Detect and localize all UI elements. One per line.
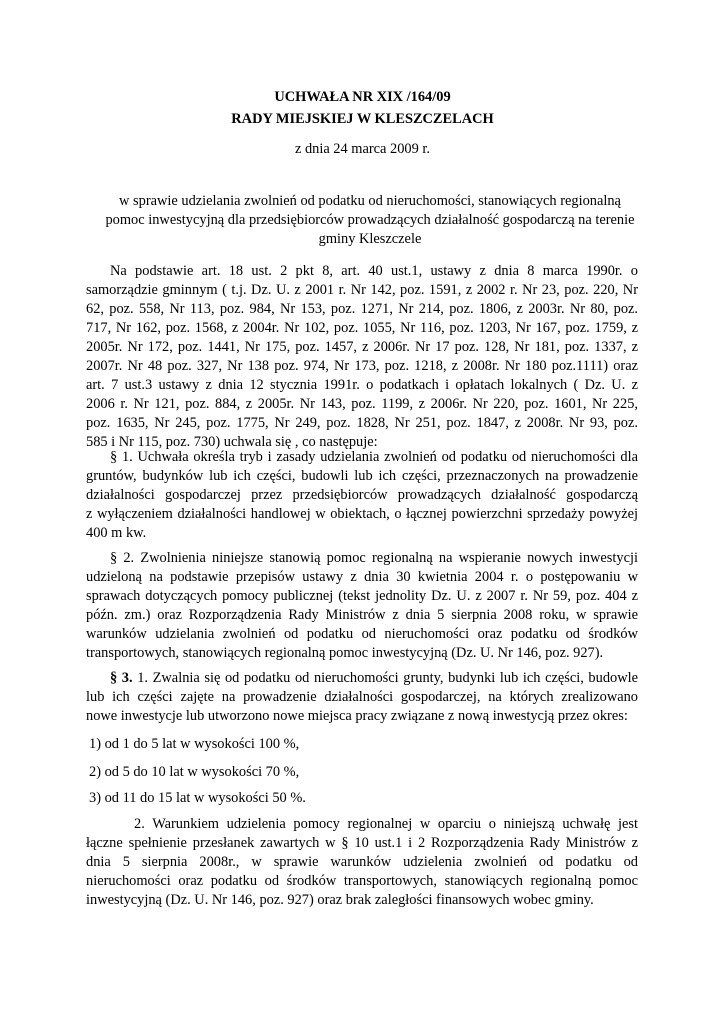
paragraph-line: 2006 r. Nr 121, poz. 884, z 2005r. Nr 143, poz. 1199, z 2006r. Nr 220, poz. 1601, Nr 225, xyxy=(86,396,638,412)
paragraph-line: działalności gospodarczej przez przedsiębiorców prowadzących działalność gospodarczą xyxy=(86,487,638,503)
paragraph-line: art. 7 ust.3 ustawy z dnia 12 stycznia 1991r. o podatkach i opłatach lokalnych ( Dz. U. z xyxy=(86,377,638,393)
resolution-date: z dnia 24 marca 2009 r. xyxy=(294,141,431,157)
paragraph-line: 62, poz. 558, Nr 113, poz. 984, Nr 153, poz. 1271, Nr 214, poz. 1806, z 2003r. Nr 80, poz. xyxy=(86,301,638,317)
paragraph-line: sprawach dotyczących pomocy publicznej (tekst jednolity Dz. U. z 2007 r. Nr 59, poz. 404 z xyxy=(86,588,638,604)
paragraph-line: 2. Warunkiem udzielenia pomocy regionalnej w oparciu o niniejszą uchwałę jest xyxy=(134,816,638,832)
preamble-paragraph xyxy=(86,262,638,452)
paragraph-line: 2007r. Nr 48 poz. 327, Nr 138 poz. 974, Nr 173, poz. 1218, z 2008r. Nr 180 poz.1111) oraz xyxy=(86,358,638,374)
paragraph-line: warunków udzielania zwolnień od podatku od nieruchomości oraz podatku od środków xyxy=(86,626,638,642)
paragraph-line: § 2. Zwolnienia niniejsze stanowią pomoc regionalną na wspieranie nowych inwestycji xyxy=(110,550,638,566)
section-2-paragraph xyxy=(86,549,638,663)
council-name-title: RADY MIEJSKIEJ W KLESZCZELACH xyxy=(231,111,494,127)
paragraph-line xyxy=(86,669,638,688)
paragraph-line: nieruchomości oraz podatku od środków transportowych, stanowiących regionalną pomoc xyxy=(86,873,638,889)
section-3-first-line: 1. Zwalnia się od podatku od nieruchomości grunty, budynki lub ich części, budowle xyxy=(132,670,638,686)
resolution-number-title: UCHWAŁA NR XIX /164/09 xyxy=(274,89,451,105)
paragraph-line: 717, Nr 162, poz. 1568, z 2004r. Nr 102, poz. 1055, Nr 116, poz. 1203, Nr 167, poz. 1759, z xyxy=(86,320,638,336)
subject-line: gminy Kleszczele xyxy=(318,231,422,247)
paragraph-line: udzieloną na podstawie przepisów ustawy z dnia 30 kwietnia 2004 r. o postępowaniu w xyxy=(86,569,638,585)
paragraph-line: poz. 1635, Nr 245, poz. 1775, Nr 249, poz. 1828, Nr 251, poz. 1847, z 2008r. Nr 93, poz. xyxy=(86,415,638,431)
paragraph-line: 2005r. Nr 172, poz. 1441, Nr 175, poz. 1457, z 2006r. Nr 17 poz. 128, Nr 181, poz. 1337, z xyxy=(86,339,638,355)
paragraph-line: 400 m kw. xyxy=(86,525,147,541)
paragraph-line: § 1. Uchwała określa tryb i zasady udzielania zwolnień od podatku od nieruchomości dla xyxy=(110,449,638,465)
paragraph-line: gruntów, budynków lub ich części, budowli lub ich części, przeznaczonych na prowadzenie xyxy=(86,468,638,484)
paragraph-line: Na podstawie art. 18 ust. 2 pkt 8, art. 40 ust.1, ustawy z dnia 8 marca 1990r. o xyxy=(110,263,638,279)
paragraph-line: samorządzie gminnym ( t.j. Dz. U. z 2001 r. Nr 142, poz. 1591, z 2002 r. Nr 23, poz. 220, Nr xyxy=(86,282,638,298)
section-3-point-2-paragraph xyxy=(86,815,638,910)
subject-line: pomoc inwestycyjną dla przedsiębiorców prowadzących działalność gospodarczą na terenie xyxy=(105,212,635,228)
section-1-paragraph xyxy=(86,448,638,543)
exemption-period-item: 1) od 1 do 5 lat w wysokości 100 %, xyxy=(89,736,300,752)
paragraph-line: lub ich części zajęte na prowadzenie działalności gospodarczej, na których zrealizowano xyxy=(86,689,638,705)
paragraph-line: późn. zm.) oraz Rozporządzenia Rady Ministrów z dnia 5 sierpnia 2008 roku, w sprawie xyxy=(86,607,638,623)
paragraph-line: nowe inwestycje lub utworzono nowe miejsca pracy związane z nową inwestycją przez okres: xyxy=(86,708,628,724)
paragraph-line: transportowych, stanowiących regionalną pomoc inwestycyjną (Dz. U. Nr 146, poz. 927). xyxy=(86,645,604,661)
paragraph-line: z wyłączeniem działalności handlowej w obiektach, o łącznej powierzchni sprzedaży powyżej xyxy=(86,506,638,522)
section-3-marker: § 3. xyxy=(110,670,133,686)
exemption-period-item: 3) od 11 do 15 lat w wysokości 50 %. xyxy=(89,790,306,806)
subject-line: w sprawie udzielania zwolnień od podatku od nieruchomości, stanowiących regionalną xyxy=(119,193,621,209)
paragraph-line: łączne spełnienie przesłanek zawartych w § 10 ust.1 i 2 Rozporządzenia Rady Ministrów z xyxy=(86,835,638,851)
resolution-subject xyxy=(96,192,644,249)
paragraph-line: inwestycyjną (Dz. U. Nr 146, poz. 927) oraz brak zaległości finansowych wobec gminy. xyxy=(86,892,594,908)
exemption-period-item: 2) od 5 do 10 lat w wysokości 70 %, xyxy=(89,764,300,780)
paragraph-line: dnia 5 sierpnia 2008r., w sprawie warunków udzielenia zwolnień od podatku od xyxy=(86,854,638,870)
paragraph-line: 585 i Nr 115, poz. 730) uchwala się , co następuje: xyxy=(86,434,378,450)
section-3-paragraph xyxy=(86,669,638,726)
